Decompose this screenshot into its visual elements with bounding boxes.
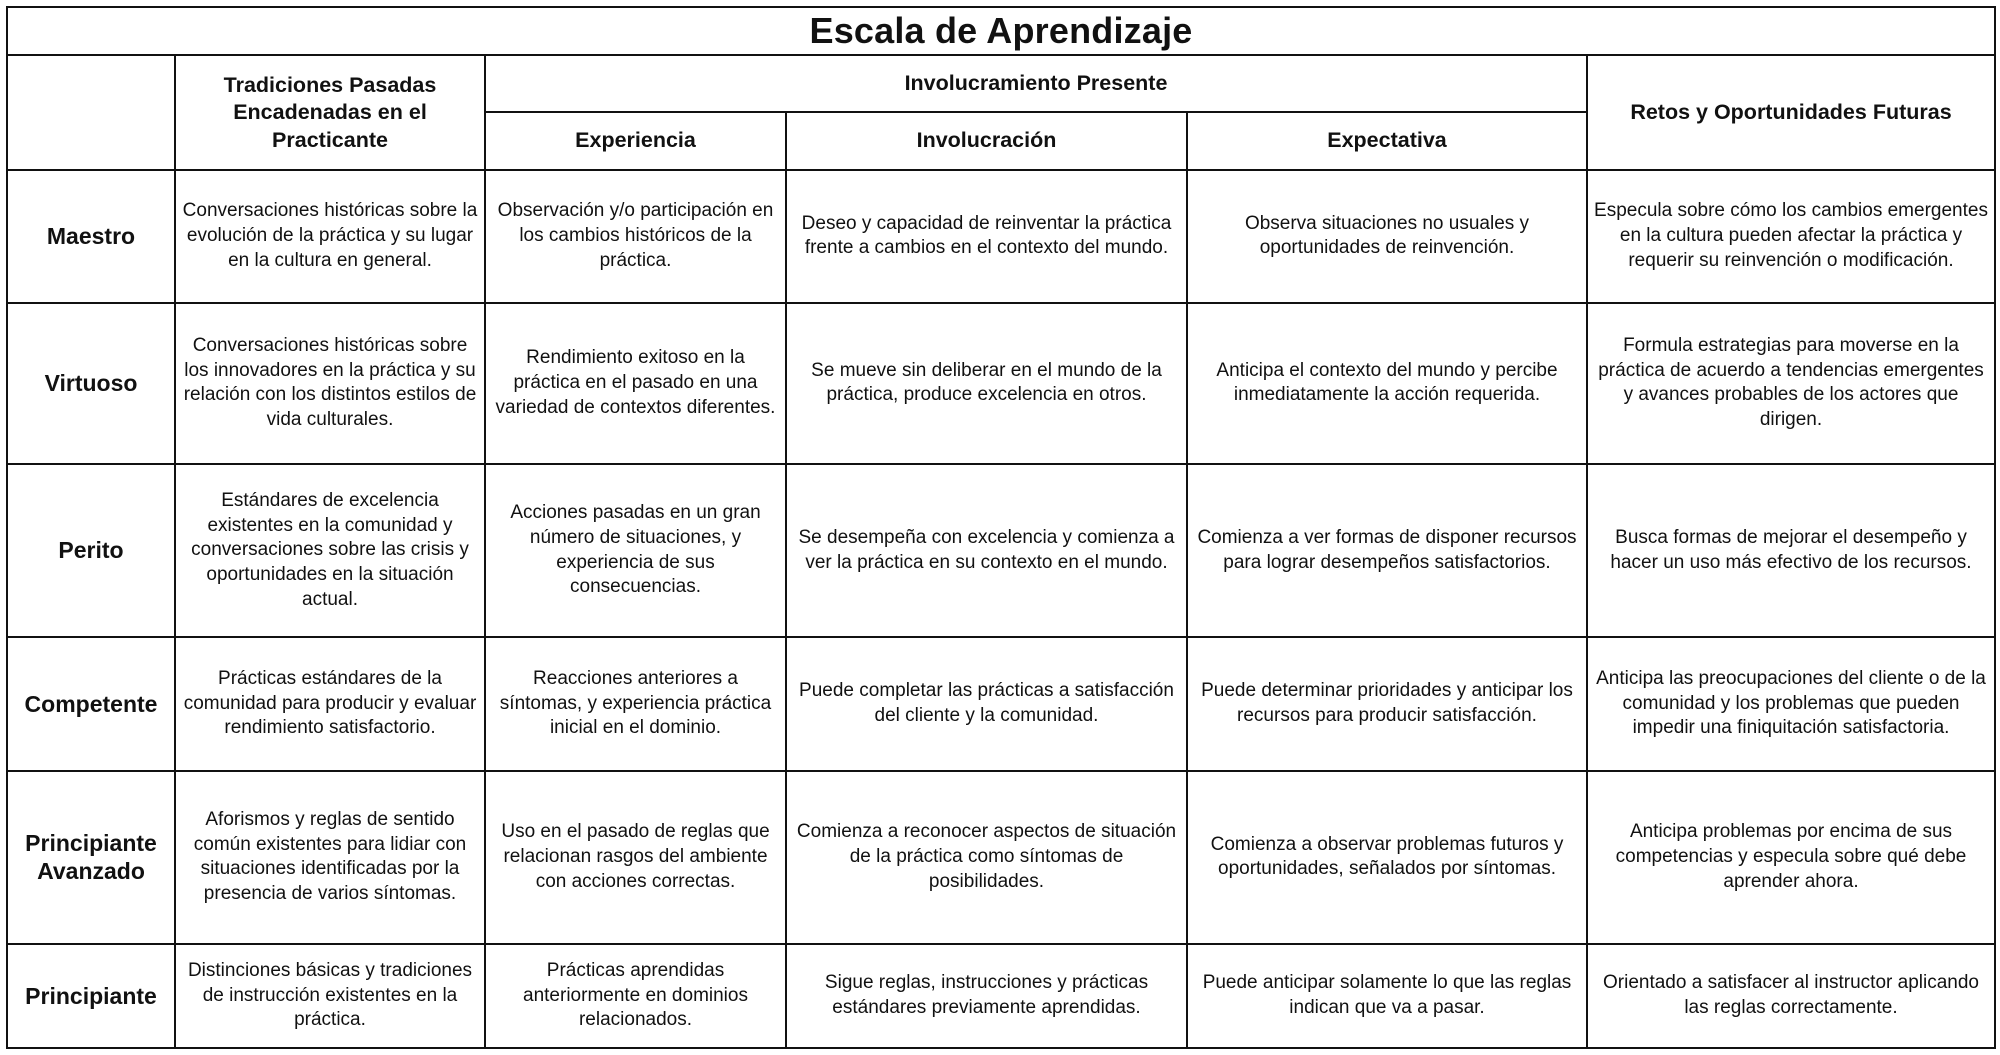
row-label-principiante: Principiante (7, 944, 175, 1048)
learning-scale-table (6, 6, 1996, 1049)
learning-scale-table-frame (6, 6, 1994, 1049)
table-row (7, 771, 1995, 945)
table-row (7, 303, 1995, 464)
table-cell: Puede completar las prácticas a satisfacción del cliente y la comunidad. (786, 637, 1187, 770)
table-cell: Comienza a ver formas de disponer recursos para lograr desempeños satisfactorios. (1187, 464, 1587, 638)
header-involvement: Involucración (786, 112, 1187, 171)
table-cell: Conversaciones históricas sobre los innovadores en la práctica y su relación con los distintos estilos de vida culturales. (175, 303, 485, 464)
table-title: Escala de Aprendizaje (7, 7, 1995, 55)
table-cell: Puede anticipar solamente lo que las reglas indican que va a pasar. (1187, 944, 1587, 1048)
table-cell: Se mueve sin deliberar en el mundo de la práctica, produce excelencia en otros. (786, 303, 1187, 464)
table-cell: Aforismos y reglas de sentido común existentes para lidiar con situaciones identificadas por la presencia de varios síntomas. (175, 771, 485, 945)
table-cell: Estándares de excelencia existentes en la comunidad y conversaciones sobre las crisis y oportunidades en la situación actual. (175, 464, 485, 638)
table-cell: Comienza a reconocer aspectos de situación de la práctica como síntomas de posibilidades. (786, 771, 1187, 945)
table-row (7, 464, 1995, 638)
table-cell: Reacciones anteriores a síntomas, y experiencia práctica inicial en el dominio. (485, 637, 786, 770)
row-label-competente: Competente (7, 637, 175, 770)
table-cell: Rendimiento exitoso en la práctica en el pasado en una variedad de contextos diferentes. (485, 303, 786, 464)
table-cell: Anticipa el contexto del mundo y percibe inmediatamente la acción requerida. (1187, 303, 1587, 464)
table-cell: Especula sobre cómo los cambios emergentes en la cultura pueden afectar la práctica y requerir su reinvención o modificación. (1587, 170, 1995, 302)
table-row (7, 170, 1995, 302)
table-cell: Acciones pasadas en un gran número de situaciones, y experiencia de sus consecuencias. (485, 464, 786, 638)
table-cell: Anticipa problemas por encima de sus competencias y especula sobre qué debe aprender ahora. (1587, 771, 1995, 945)
table-cell: Busca formas de mejorar el desempeño y hacer un uso más efectivo de los recursos. (1587, 464, 1995, 638)
table-cell: Observa situaciones no usuales y oportunidades de reinvención. (1187, 170, 1587, 302)
row-label-perito: Perito (7, 464, 175, 638)
table-cell: Conversaciones históricas sobre la evolución de la práctica y su lugar en la cultura en general. (175, 170, 485, 302)
table-row (7, 637, 1995, 770)
table-cell: Formula estrategias para moverse en la práctica de acuerdo a tendencias emergentes y avances probables de los actores que dirigen. (1587, 303, 1995, 464)
table-cell: Distinciones básicas y tradiciones de instrucción existentes en la práctica. (175, 944, 485, 1048)
table-cell: Comienza a observar problemas futuros y oportunidades, señalados por síntomas. (1187, 771, 1587, 945)
row-label-principiante-avanzado: Principiante Avanzado (7, 771, 175, 945)
table-cell: Sigue reglas, instrucciones y prácticas estándares previamente aprendidas. (786, 944, 1187, 1048)
table-cell: Prácticas aprendidas anteriormente en dominios relacionados. (485, 944, 786, 1048)
table-cell: Puede determinar prioridades y anticipar los recursos para producir satisfacción. (1187, 637, 1587, 770)
header-experience: Experiencia (485, 112, 786, 171)
header-future-challenges: Retos y Oportunidades Futuras (1587, 55, 1995, 170)
corner-empty-cell (7, 55, 175, 170)
row-label-maestro: Maestro (7, 170, 175, 302)
row-label-virtuoso: Virtuoso (7, 303, 175, 464)
table-cell: Se desempeña con excelencia y comienza a ver la práctica en su contexto en el mundo. (786, 464, 1187, 638)
header-past-traditions: Tradiciones Pasadas Encadenadas en el Practicante (175, 55, 485, 170)
header-present-involvement: Involucramiento Presente (485, 55, 1587, 111)
table-cell: Prácticas estándares de la comunidad para producir y evaluar rendimiento satisfactorio. (175, 637, 485, 770)
table-row (7, 944, 1995, 1048)
header-expectation: Expectativa (1187, 112, 1587, 171)
table-cell: Anticipa las preocupaciones del cliente o de la comunidad y los problemas que pueden impedir una finiquitación satisfactoria. (1587, 637, 1995, 770)
table-cell: Observación y/o participación en los cambios históricos de la práctica. (485, 170, 786, 302)
table-cell: Uso en el pasado de reglas que relacionan rasgos del ambiente con acciones correctas. (485, 771, 786, 945)
table-cell: Deseo y capacidad de reinventar la práctica frente a cambios en el contexto del mundo. (786, 170, 1187, 302)
table-cell: Orientado a satisfacer al instructor aplicando las reglas correctamente. (1587, 944, 1995, 1048)
